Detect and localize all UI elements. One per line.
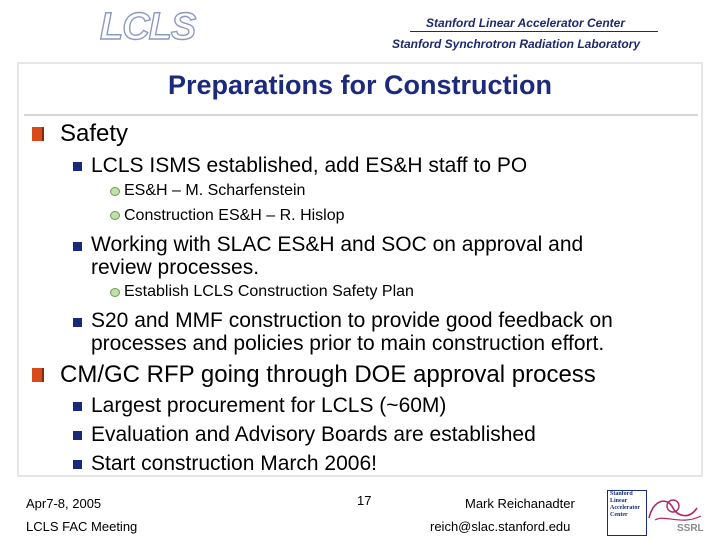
bullet-largest: Largest procurement for LCLS (~60M)	[91, 394, 447, 417]
ssrl-logo	[645, 490, 705, 534]
bullet-construction-esh: Construction ES&H – R. Hislop	[124, 207, 345, 224]
bullet-level1-icon	[32, 368, 44, 382]
bullet-level2-icon	[73, 402, 82, 411]
bullet-level3-icon	[110, 187, 120, 196]
header	[0, 0, 720, 60]
bullet-working-line2: review processes.	[91, 256, 260, 279]
bullet-level2-icon	[73, 460, 82, 469]
bullet-safety: Safety	[60, 120, 129, 147]
bullet-working-line1: Working with SLAC ES&H and SOC on approval and	[91, 233, 584, 256]
bullet-esh: ES&H – M. Scharfenstein	[124, 182, 306, 199]
header-divider	[410, 31, 658, 32]
bullet-s20-line1: S20 and MMF construction to provide good feedback on	[91, 309, 613, 332]
footer-meeting: LCLS FAC Meeting	[26, 519, 138, 534]
bullet-level2-icon	[73, 431, 82, 440]
slide-title: Preparations for Construction	[167, 70, 553, 100]
ssrl-logo-text: SSRL	[677, 523, 704, 534]
bullet-evaluation: Evaluation and Advisory Boards are established	[91, 423, 536, 446]
institution-slac: Stanford Linear Accelerator Center	[426, 16, 625, 30]
footer-author: Mark Reichanadter	[465, 496, 575, 511]
bullet-isms: LCLS ISMS established, add ES&H staff to PO	[91, 154, 528, 177]
bullet-level3-icon	[110, 288, 120, 297]
footer-date: Apr7-8, 2005	[26, 496, 102, 511]
lcls-logo	[96, 6, 206, 48]
bullet-start: Start construction March 2006!	[91, 452, 377, 475]
bullet-level2-icon	[73, 242, 82, 251]
bullet-cmgc: CM/GC RFP going through DOE approval process	[60, 361, 596, 388]
bullet-level1-icon	[32, 127, 44, 141]
bullet-level2-icon	[73, 162, 82, 171]
page-number: 17	[357, 493, 372, 508]
lcls-logo-text: LCLS	[100, 6, 196, 48]
institution-ssrl: Stanford Synchrotron Radiation Laboratory	[391, 37, 640, 51]
bullet-establish: Establish LCLS Construction Safety Plan	[124, 283, 414, 300]
footer-email: reich@slac.stanford.edu	[430, 519, 571, 534]
bullet-level3-icon	[110, 211, 120, 220]
bullet-level2-icon	[73, 318, 82, 327]
stanford-logo: Stanford Linear Accelerator Center	[607, 490, 647, 536]
title-divider	[24, 114, 698, 116]
bullet-s20-line2: processes and policies prior to main construction effort.	[91, 332, 605, 355]
